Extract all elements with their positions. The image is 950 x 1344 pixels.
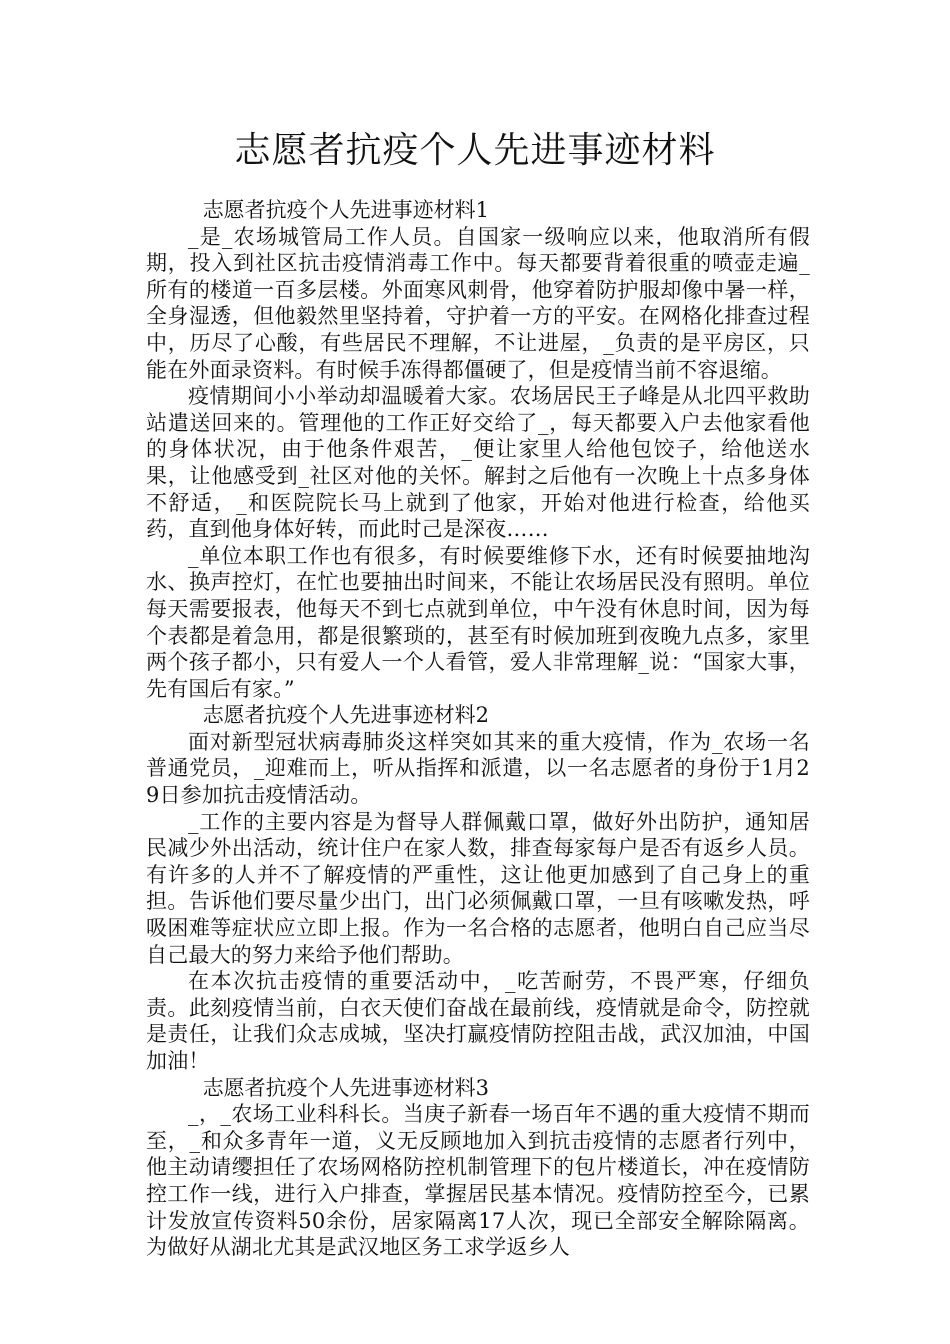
paragraph: 在本次抗击疫情的重要活动中，_吃苦耐劳，不畏严寒，仔细负责。此刻疫情当前，白衣天使们奋战在最前线，疫情就是命令，防控就是责任，让我们众志成城，坚决打赢疫情防控阻击战，武汉加油，中国加油！ <box>146 969 810 1073</box>
section-heading: 志愿者抗疫个人先进事迹材料3 <box>202 1075 490 1100</box>
section-heading: 志愿者抗疫个人先进事迹材料1 <box>202 198 490 222</box>
paragraph: _工作的主要内容是为督导人群佩戴口罩，做好外出防护，通知居民减少外出活动，统计住户在家人数，排查每家每户是否有返乡人员。有许多的人并不了解疫情的严重性，这让他更加感到了自己身上的重担。告诉他们要尽量少出门，出门必须佩戴口罩，一旦有咳嗽发热，呼吸困难等症状应立即上报。作为一名合格的志愿者，他明白自己应当尽自己最大的努力来给予他们帮助。 <box>146 809 810 967</box>
paragraph: _单位本职工作也有很多，有时候要维修下水，还有时候要抽地沟水、换声控灯，在忙也要抽出时间来，不能让农场居民没有照明。单位每天需要报表，他每天不到七点就到单位，中午没有休息时间，因为每个表都是着急用，都是很繁琐的，甚至有时候加班到夜晚九点多，家里两个孩子都小，只有爱人一个人看管，爱人非常理解_说：“国家大事，先有国后有家。” <box>146 543 810 701</box>
paragraph: 疫情期间小小举动却温暖着大家。农场居民王子峰是从北四平救助站遣送回来的。管理他的工作正好交给了_，每天都要入户去他家看他的身体状况，由于他条件艰苦，_便让家里人给他包饺子，给他送水果，让他感受到_社区对他的关怀。解封之后他有一次晚上十点多身体不舒适，_和医院院长马上就到了他家，开始对他进行检查，给他买药，直到他身体好转，而此时己是深夜…… <box>146 384 810 542</box>
paragraph: _，_农场工业科科长。当庚子新春一场百年不遇的重大疫情不期而至，_和众多青年一道，义无反顾地加入到抗击疫情的志愿者行列中，他主动请缨担任了农场网格防控机制管理下的包片楼道长，冲在疫情防控工作一线，进行入户排查，掌握居民基本情况。疫情防控至今，已累计发放宣传资料50余份，居家隔离17人次，现已全部安全解除隔离。为做好从湖北尤其是武汉地区务工求学返乡人 <box>146 1102 810 1260</box>
paragraph: 面对新型冠状病毒肺炎这样突如其来的重大疫情，作为_农场一名普通党员，_迎难而上，听从指挥和派遣，以一名志愿者的身份于1月29日参加抗击疫情活动。 <box>146 729 810 808</box>
section-heading: 志愿者抗疫个人先进事迹材料2 <box>202 703 490 728</box>
paragraph: _是_农场城管局工作人员。自国家一级响应以来，他取消所有假期，投入到社区抗击疫情消毒工作中。每天都要背着很重的喷壶走遍_所有的楼道一百多层楼。外面寒风刺骨，他穿着防护服却像中暑一样，全身湿透，但他毅然里坚持着，守护着一方的平安。在网格化排查过程中，历尽了心酸，有些居民不理解，不让进屋，_负责的是平房区，只能在外面录资料。有时候手冻得都僵硬了，但是疫情当前不容退缩。 <box>146 224 810 382</box>
document-body <box>146 197 810 1261</box>
document-title: 志愿者抗疫个人先进事迹材料 <box>234 130 716 171</box>
